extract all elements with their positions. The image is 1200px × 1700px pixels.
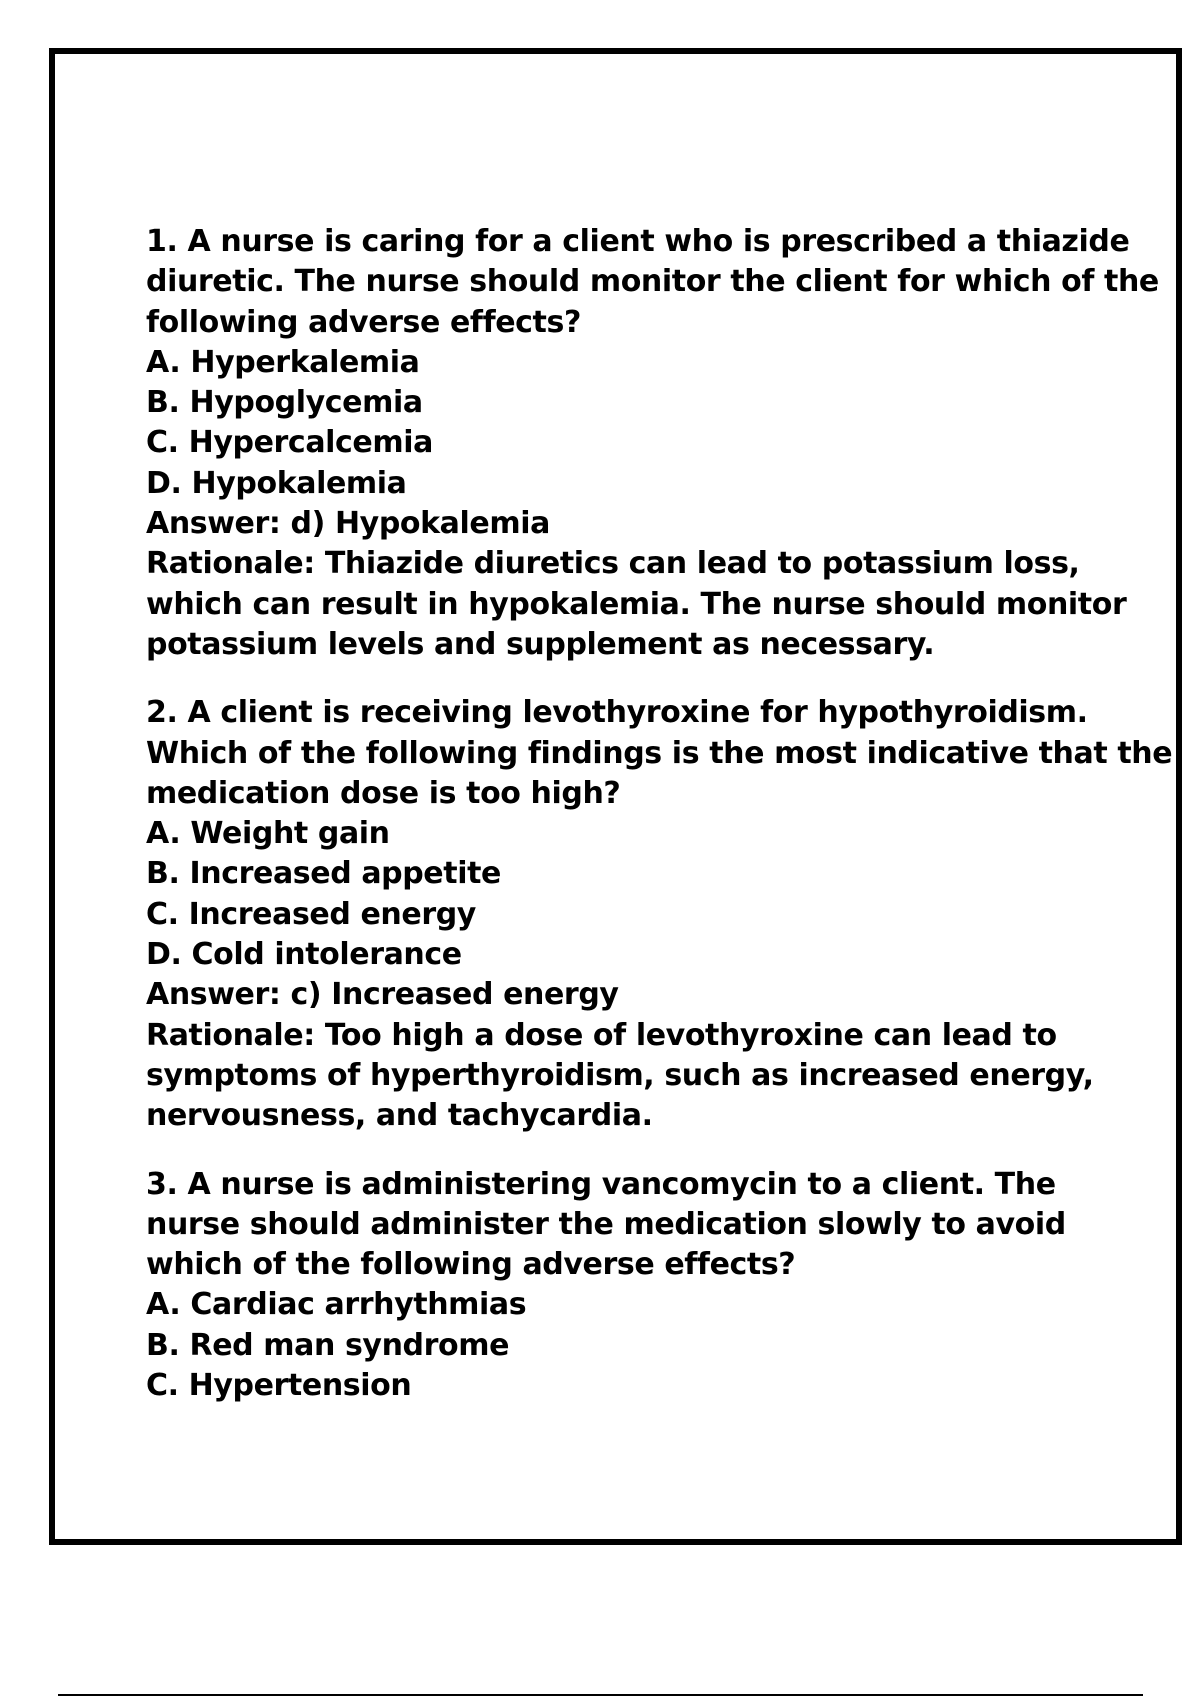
answer-option: A. Hyperkalemia (146, 344, 420, 380)
answer-option: A. Cardiac arrhythmias (146, 1287, 527, 1323)
question-stem: nurse should administer the medication slowly to avoid (146, 1206, 1066, 1242)
question-stem: 2. A client is receiving levothyroxine for hypothyroidism. (146, 695, 1088, 731)
rationale-line: which can result in hypokalemia. The nurse should monitor (146, 586, 1127, 622)
answer-option: A. Weight gain (146, 816, 390, 852)
rationale-line: Rationale: Too high a dose of levothyroxine can lead to (146, 1017, 1057, 1053)
question-1 (146, 222, 1159, 665)
question-stem: Which of the following findings is the most indicative that the (146, 735, 1173, 771)
answer-option: B. Increased appetite (146, 856, 501, 892)
answer-line: Answer: d) Hypokalemia (146, 506, 550, 542)
answer-option: D. Cold intolerance (146, 937, 462, 973)
question-stem: 3. A nurse is administering vancomycin to a client. The (146, 1166, 1056, 1202)
rationale-line: Rationale: Thiazide diuretics can lead to potassium loss, (146, 546, 1080, 582)
answer-option: C. Hypercalcemia (146, 425, 433, 461)
answer-option: D. Hypokalemia (146, 465, 407, 501)
answer-line: Answer: c) Increased energy (146, 977, 619, 1013)
answer-option: C. Increased energy (146, 896, 476, 932)
question-stem: following adverse effects? (146, 304, 581, 340)
rationale-line: symptoms of hyperthyroidism, such as increased energy, (146, 1057, 1094, 1093)
question-content (146, 222, 1173, 1434)
footer-rule (58, 1694, 1143, 1696)
question-3 (146, 1165, 1106, 1407)
answer-option: C. Hypertension (146, 1368, 412, 1404)
question-stem: 1. A nurse is caring for a client who is prescribed a thiazide (146, 224, 1130, 259)
question-2 (146, 693, 1173, 1136)
answer-option: B. Red man syndrome (146, 1327, 510, 1363)
question-stem: medication dose is too high? (146, 775, 621, 811)
answer-option: B. Hypoglycemia (146, 385, 423, 421)
rationale-line: potassium levels and supplement as necessary. (146, 626, 935, 662)
question-stem: diuretic. The nurse should monitor the client for which of the (146, 264, 1159, 300)
question-stem: which of the following adverse effects? (146, 1247, 796, 1283)
rationale-line: nervousness, and tachycardia. (146, 1098, 653, 1134)
